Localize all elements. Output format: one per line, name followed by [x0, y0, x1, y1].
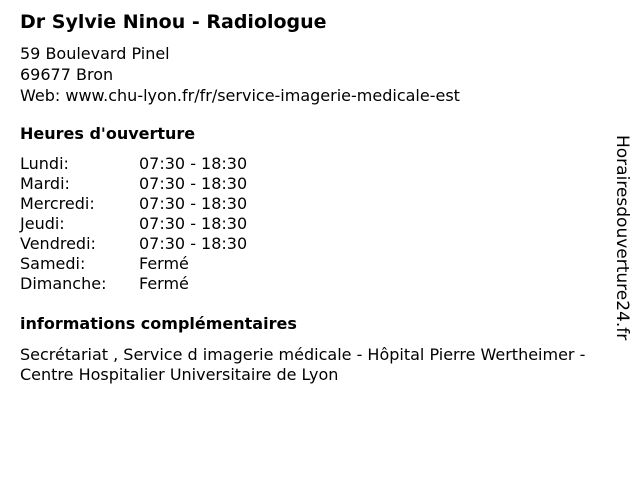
time-value: Fermé	[139, 274, 189, 293]
info-text: Secrétariat , Service d imagerie médicale - Hôpital Pierre Wertheimer - Centre Hospitalier Universitaire de Lyon	[20, 345, 586, 384]
address-block	[20, 43, 460, 106]
time-value: 07:30 - 18:30	[139, 194, 248, 213]
time-value: 07:30 - 18:30	[139, 214, 248, 233]
page-title: Dr Sylvie Ninou - Radiologue	[20, 11, 327, 33]
street-address: 59 Boulevard Pinel	[20, 44, 170, 63]
day-label: Vendredi:	[20, 234, 96, 253]
time-value: 07:30 - 18:30	[139, 174, 248, 193]
day-label: Lundi:	[20, 154, 69, 173]
time-value: Fermé	[139, 254, 189, 273]
day-label: Jeudi:	[20, 214, 65, 233]
website: Web: www.chu-lyon.fr/fr/service-imagerie-medicale-est	[20, 86, 460, 105]
day-label: Samedi:	[20, 254, 86, 273]
city: 69677 Bron	[20, 65, 114, 84]
day-label: Dimanche:	[20, 274, 107, 293]
time-value: 07:30 - 18:30	[139, 234, 248, 253]
time-value: 07:30 - 18:30	[139, 154, 248, 173]
day-label: Mercredi:	[20, 194, 95, 213]
day-label: Mardi:	[20, 174, 70, 193]
info-heading: informations complémentaires	[20, 314, 297, 333]
watermark: Horairesdouverture24.fr	[612, 135, 632, 341]
hours-heading: Heures d'ouverture	[20, 124, 196, 143]
